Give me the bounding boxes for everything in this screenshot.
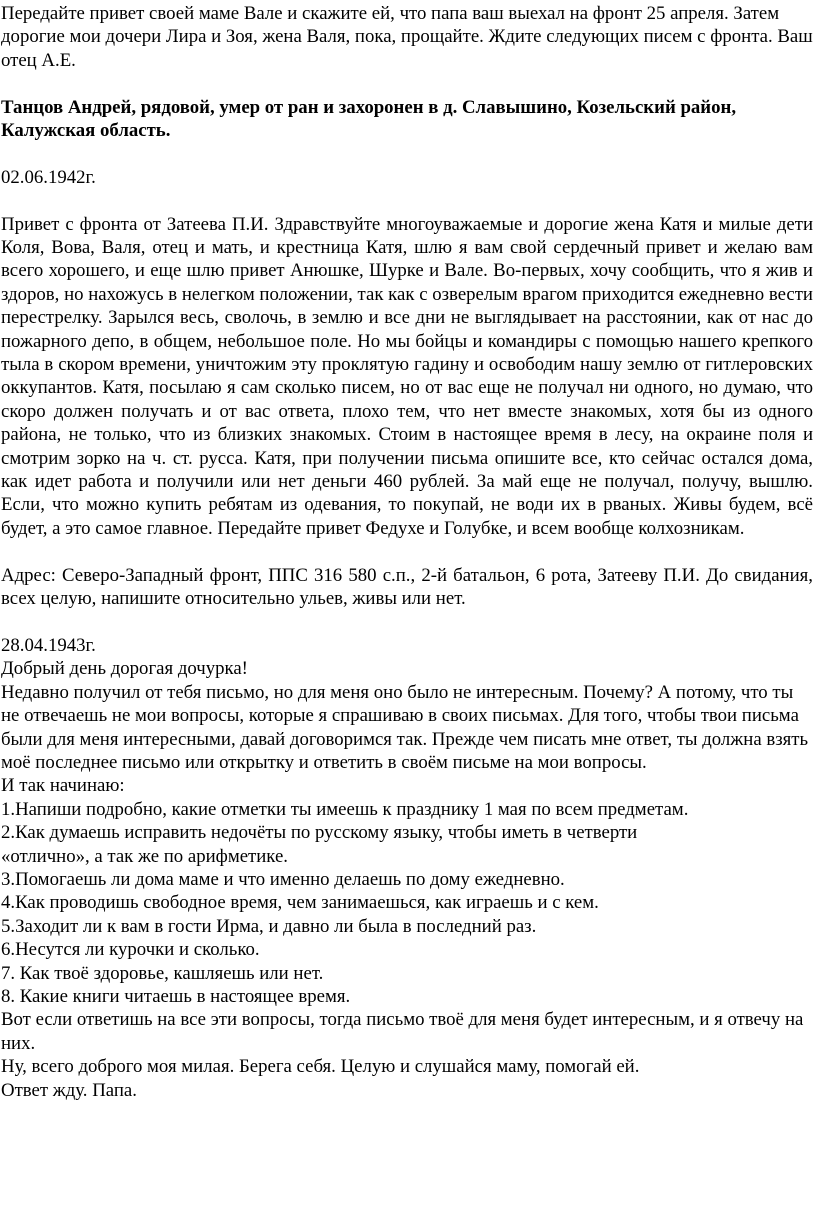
- question-item-3: 3.Помогаешь ли дома маме и что именно делаешь по дому ежедневно.: [1, 868, 565, 890]
- letter2-greeting: Добрый день дорогая дочурка!: [1, 658, 248, 680]
- question-item-7: 7. Как твоё здоровье, кашляешь или нет.: [1, 962, 324, 984]
- spacer: [1, 72, 816, 95]
- intro-paragraph: Передайте привет своей маме Вале и скажите ей, что папа ваш выехал на фронт 25 апреля. Затем дорогие мои дочери Лира и Зоя, жена Валя, пока, прощайте. Ждите следующих писем с фронта. Ваш отец А.Е.: [1, 3, 813, 71]
- spacer: [1, 189, 816, 212]
- letter2-closing: Вот если ответишь на все эти вопросы, тогда письмо твоё для меня будет интересным, и я отвечу на них.: [1, 1009, 804, 1054]
- burial-heading: Танцов Андрей, рядовой, умер от ран и захоронен в д. Славышино, Козельский район, Калужская область.: [1, 96, 737, 142]
- letter1-address: Адрес: Северо-Западный фронт, ППС 316 580 с.п., 2-й батальон, 6 рота, Затееву П.И. До свидания, всех целую, напишите относительно ульев, живы или нет.: [1, 564, 813, 610]
- letter2-body: Недавно получил от тебя письмо, но для меня оно было не интересным. Почему? А потому, что ты не отвечаешь не мои вопросы, которые я спрашиваю в своих письмах. Для того, чтобы твои письма были для меня интересными, давай договоримся так. Прежде чем писать мне ответ, ты должна взять моё последнее письмо или открытку и ответить в своём письме на мои вопросы.: [1, 681, 809, 773]
- question-item-8: 8. Какие книги читаешь в настоящее время.: [1, 985, 351, 1007]
- letter2-date: 28.04.1943г.: [1, 634, 96, 656]
- question-item-1: 1.Напиши подробно, какие отметки ты имеешь к празднику 1 мая по всем предметам.: [1, 798, 689, 820]
- question-item-2: 2.Как думаешь исправить недочёты по русскому языку, чтобы иметь в четверти «отлично», а так же по арифметике.: [1, 822, 638, 867]
- letter2-signature: Ответ жду. Папа.: [1, 1079, 137, 1101]
- question-item-6: 6.Несутся ли курочки и сколько.: [1, 939, 260, 961]
- letter1-date: 02.06.1942г.: [1, 166, 96, 188]
- question-item-4: 4.Как проводишь свободное время, чем занимаешься, как играешь и с кем.: [1, 892, 599, 914]
- spacer: [1, 611, 816, 634]
- letter1-body: Привет с фронта от Затеева П.И. Здравствуйте многоуважаемые и дорогие жена Катя и милые дети Коля, Вова, Валя, отец и мать, и крестница Катя, шлю я вам свой сердечный привет и желаю вам всего хорошего, и еще шлю привет Анюшке, Шурке и Вале. Во-первых, хочу сообщить, что я жив и здоров, но нахожусь в нелегком положении, так как с озверелым врагом приходится ежедневно вести перестрелку. Зарылся весь, сволочь, в землю и все дни не выглядывает на расстоянии, как от нас до пожарного депо, в общем, небольшое поле. Но мы бойцы и командиры с помощью нашего крепкого тыла в скором времени, уничтожим эту проклятую гадину и освободим нашу землю от гитлеровских оккупантов. Катя, посылаю я сам сколько писем, но от вас еще не получал ни одного, но думаю, что скоро должен получать и от вас ответа, плохо тем, что нет вместе знакомых, хотя бы из одного района, не только, что из близких знакомых. Стоим в настоящее время в лесу, на окраине поля и смотрим зорко на ч. ст. русса. Катя, при получении письма опишите все, кто сейчас остался дома, как идет работа и получили или нет деньги 460 рублей. За май еще не получал, получу, вышлю. Если, что можно купить ребятам из одевания, то покупай, не води их в рваных. Живы будем, всё будет, а это самое главное. Передайте привет Федухе и Голубке, и всем вообще колхозникам.: [1, 213, 813, 539]
- spacer: [1, 142, 816, 165]
- question-item-5: 5.Заходит ли к вам в гости Ирма, и давно ли была в последний раз.: [1, 915, 537, 937]
- letter2-start: И так начинаю:: [1, 775, 125, 797]
- spacer: [1, 540, 816, 563]
- question-list: [1, 798, 816, 1009]
- letter2-farewell: Ну, всего доброго моя милая. Берега себя. Целую и слушайся маму, помогай ей.: [1, 1056, 640, 1078]
